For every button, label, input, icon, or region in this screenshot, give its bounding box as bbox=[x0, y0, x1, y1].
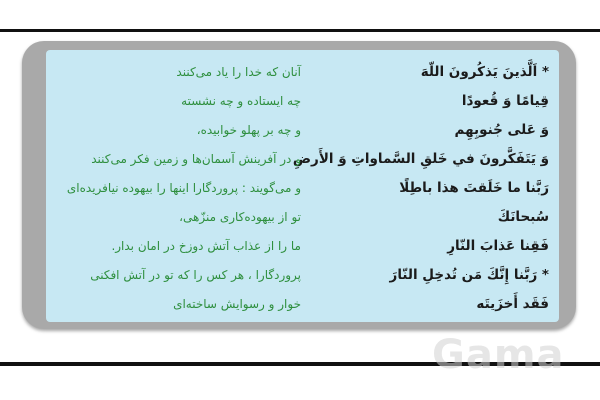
translation-line: چه ایستاده و چه نشسته bbox=[181, 94, 301, 108]
translation-line: پروردگارا ، هر کس را که تو در آتش افکنی bbox=[90, 268, 301, 282]
arabic-line: * رَبَّنا إِنَّكَ مَن تُدخِلِ النّارَ bbox=[389, 267, 549, 283]
arabic-column bbox=[292, 58, 549, 319]
translation-line: و چه بر پهلو خوابیده، bbox=[196, 123, 301, 137]
translation-line: خوار و رسوایش ساخته‌ای bbox=[173, 297, 301, 311]
translation-line: تو از بیهوده‌کاری منزّهی، bbox=[179, 210, 301, 224]
translation-line: و می‌گویند : پروردگارا اینها را بیهوده نیافریده‌ای bbox=[66, 181, 301, 195]
translation-line: و در آفرینش آسمان‌ها و زمین فکر می‌کنند bbox=[91, 152, 301, 166]
arabic-line: فَقَد أَخزَيتَه bbox=[476, 296, 549, 312]
verse-panel bbox=[46, 50, 559, 322]
arabic-line: سُبحانَكَ bbox=[497, 209, 549, 225]
watermark-logo: Gama bbox=[432, 332, 565, 378]
top-divider bbox=[0, 29, 600, 32]
arabic-line: وَ عَلى جُنوبِهِم bbox=[454, 122, 549, 138]
arabic-line: فَقِنا عَذابَ النّارِ bbox=[447, 238, 549, 254]
arabic-line: قِيامًا وَ قُعودًا bbox=[461, 93, 549, 109]
arabic-line: رَبَّنا ما خَلَقتَ هذا باطِلًا bbox=[399, 180, 549, 196]
translation-line: ما را از عذاب آتش دوزخ در امان بدار. bbox=[111, 239, 301, 253]
arabic-line: * اَلَّذينَ يَذكُرونَ اللّهَ bbox=[420, 64, 549, 80]
translation-line: آنان که خدا را یاد می‌کنند bbox=[176, 65, 301, 79]
persian-translation-column bbox=[49, 58, 301, 319]
arabic-line: وَ يَتَفَكَّرونَ في خَلقِ السَّماواتِ وَ الأَرضِ bbox=[292, 151, 549, 167]
